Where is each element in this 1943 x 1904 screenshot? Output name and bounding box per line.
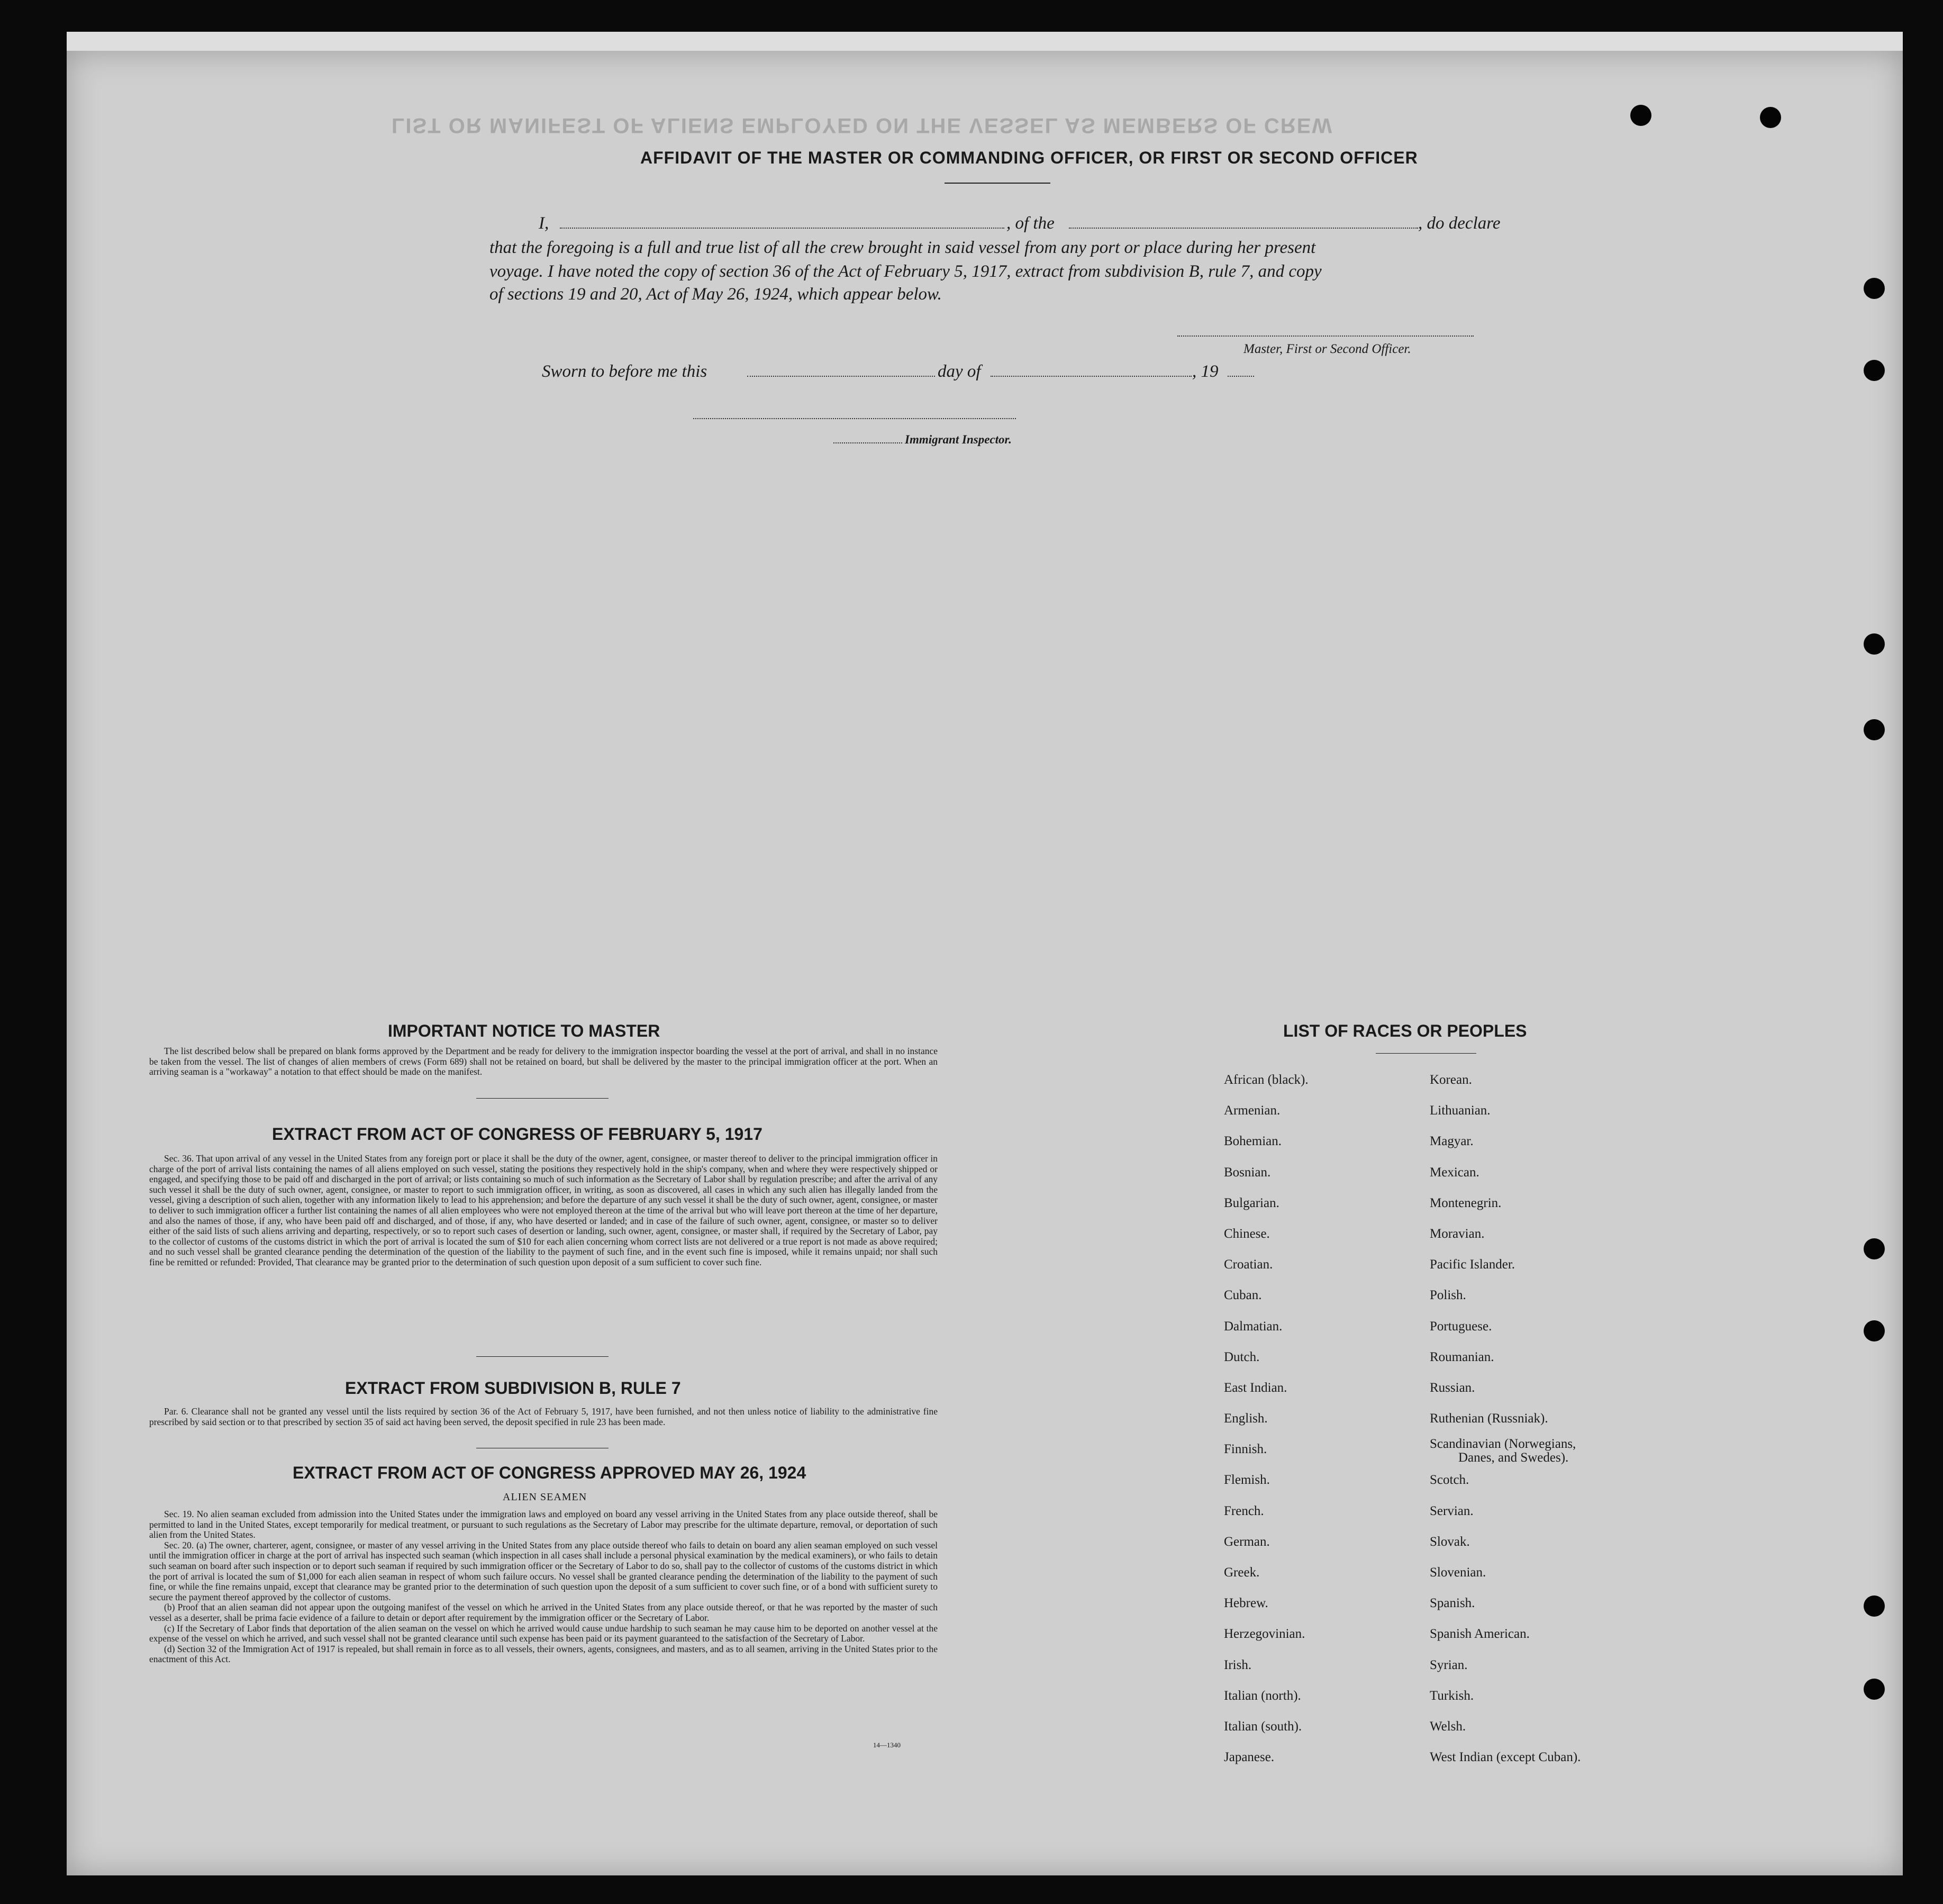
affidavit-line-3: voyage. I have noted the copy of section 36 of the Act of February 5, 1917, extract from subdivision B, rule 7, and copy (489, 262, 1322, 281)
race-item: Croatian. (1224, 1257, 1273, 1272)
race-item: Portuguese. (1430, 1319, 1492, 1334)
affidavit-declare-label: , do declare (1418, 214, 1501, 233)
paper-top-edge (67, 32, 1903, 53)
race-item: Pacific Islander. (1430, 1257, 1515, 1272)
race-item: Welsh. (1430, 1719, 1466, 1734)
sworn-label: Sworn to before me this (542, 362, 707, 381)
race-item: Turkish. (1430, 1688, 1474, 1703)
races-list-left (1224, 1065, 1309, 1773)
race-item: Korean. (1430, 1073, 1472, 1087)
master-signature-label: Master, First or Second Officer. (1243, 342, 1411, 356)
race-item: Roumanian. (1430, 1349, 1494, 1364)
sworn-day-blank (747, 376, 935, 377)
name-blank (560, 228, 1004, 229)
affidavit-i-label: I, (539, 214, 549, 233)
race-item: Slovak. (1430, 1534, 1470, 1549)
race-item: Polish. (1430, 1288, 1466, 1303)
alien-seamen-subheading: ALIEN SEAMEN (503, 1491, 587, 1503)
punch-hole (1864, 1238, 1885, 1259)
race-item: English. (1224, 1411, 1268, 1426)
race-item: African (black). (1224, 1073, 1309, 1087)
races-heading: LIST OF RACES OR PEOPLES (1283, 1021, 1527, 1040)
divider (476, 1356, 609, 1357)
inspector-label: Immigrant Inspector. (905, 433, 1012, 446)
punch-hole (1864, 1679, 1885, 1700)
race-item: Japanese. (1224, 1750, 1275, 1765)
race-item: Syrian. (1430, 1657, 1468, 1672)
race-item: Italian (south). (1224, 1719, 1302, 1734)
notice-heading: IMPORTANT NOTICE TO MASTER (388, 1021, 660, 1040)
affidavit-of-the-label: , of the (1006, 214, 1055, 233)
race-item: French. (1224, 1503, 1264, 1518)
race-item-multiline (1430, 1434, 1581, 1465)
race-item: Servian. (1430, 1503, 1474, 1518)
rule-7-text (149, 1407, 938, 1427)
notice-paragraph: The list described below shall be prepared on blank forms approved by the Department and be ready for delivery to the immigration inspector boarding the vessel at the port of arrival, and shall in no instance be taken from the vessel. The list of changes of alien members of crews (Form 689) shall not be retained on board, but shall be delivered by the master to the principal immigration officer at the port. When an arriving seaman is a "workaway" a notation to that effect should be made on the manifest. (149, 1046, 938, 1077)
section-20b-paragraph: (b) Proof that an alien seaman did not appear upon the outgoing manifest of the vessel on which he arrived in the United States from any place outside thereof, or that he was reported by the master of such vessel as a deserter, shall be prima facie evidence of a failure to detain or deport after requirement by the immigration officer or the Secretary of Labor. (149, 1602, 938, 1623)
race-item: Bulgarian. (1224, 1195, 1279, 1210)
sworn-month-blank (991, 376, 1192, 377)
race-item: Flemish. (1224, 1473, 1270, 1488)
race-item: Mexican. (1430, 1165, 1479, 1180)
vessel-blank (1069, 228, 1418, 229)
extract-1924-heading: EXTRACT FROM ACT OF CONGRESS APPROVED MAY 26, 1924 (293, 1463, 806, 1482)
race-item: Dutch. (1224, 1349, 1260, 1364)
race-item: Bosnian. (1224, 1165, 1271, 1180)
inspector-signature-line-2 (833, 442, 902, 443)
race-item: Ruthenian (Russniak). (1430, 1411, 1548, 1426)
punch-hole (1864, 360, 1885, 381)
race-item: German. (1224, 1534, 1270, 1549)
race-item: Irish. (1224, 1657, 1252, 1672)
punch-hole (1760, 107, 1781, 128)
affidavit-title: AFFIDAVIT OF THE MASTER OR COMMANDING OFFICER, OR FIRST OR SECOND OFFICER (640, 148, 1418, 167)
race-item: Lithuanian. (1430, 1103, 1491, 1118)
divider (476, 1098, 609, 1099)
race-item: Scotch. (1430, 1473, 1469, 1488)
extract-1917-heading: EXTRACT FROM ACT OF CONGRESS OF FEBRUARY 5, 1917 (272, 1125, 762, 1144)
section-36-paragraph: Sec. 36. That upon arrival of any vessel in the United States from any foreign port or place it shall be the duty of the owner, agent, consignee, or master thereof to deliver to the principal immigration officer in charge of the port of arrival lists containing the names of all aliens employed on such vessel, stating the positions they respectively hold in the ship's company, when and where they were respectively shipped or engaged, and specifying those to be paid off and discharged in the port of arrival; or lists containing so much of such information as the Secretary of Labor shall by regulation prescribe; and after the arrival of any such vessel it shall be the duty of such owner, agent, consignee, or master to report to such immigration officer, in writing, as soon as discovered, all cases in which any such alien has illegally landed from the vessel, giving a description of such alien, together with any information likely to lead to his apprehension; and before the departure of any such vessel it shall be the duty of such owner, agent, consignee, or master to deliver to such immigration officer a further list containing the names of all alien employees who were not employed thereon at the time of the arrival but who will leave port thereon at the time of her departure, and also the names of those, if any, who have been paid off and discharged, and of those, if any, who have deserted or landed; and in case of the failure of such owner, agent, consignee, or master so to deliver either of the said lists of such aliens arriving and departing, respectively, or so to report such cases of desertion or landing, such owner, agent, consignee, or master shall, if required by the Secretary of Labor, pay to the collector of customs of the customs district in which the port of arrival is located the sum of $10 for each alien concerning whom correct lists are not delivered or a true report is not made as above required; and no such vessel shall be granted clearance pending the determination of the question of the liability to the payment of such fine, and in the event such fine is imposed, while it remains unpaid; nor shall such fine be remitted or refunded: Provided, That clearance may be granted prior to the determination of such question upon deposit of a sum sufficient to cover such fine. (149, 1153, 938, 1267)
rule-7-heading: EXTRACT FROM SUBDIVISION B, RULE 7 (345, 1379, 681, 1398)
race-item: Bohemian. (1224, 1134, 1282, 1149)
punch-hole (1630, 105, 1651, 126)
master-signature-line (1177, 336, 1474, 337)
race-item: Armenian. (1224, 1103, 1281, 1118)
sworn-year-blank (1228, 376, 1254, 377)
race-item-line: Danes, and Swedes). (1458, 1450, 1569, 1465)
notice-text (149, 1046, 938, 1077)
section-19-paragraph: Sec. 19. No alien seaman excluded from admission into the United States under the immigration laws and employed on board any vessel arriving in the United States from any place outside thereof, shall be permitted to land in the United States, except temporarily for medical treatment, or pursuant to such regulations as the Secretary of Labor may prescribe for the ultimate departure, removal, or deportation of such alien from the United States. (149, 1509, 938, 1540)
race-item: East Indian. (1224, 1380, 1287, 1395)
race-item: West Indian (except Cuban). (1430, 1750, 1581, 1765)
race-item: Finnish. (1224, 1442, 1267, 1457)
rule-7-paragraph: Par. 6. Clearance shall not be granted any vessel until the lists required by section 36 of the Act of February 5, 1917, have been furnished, and not then unless notice of liability to the administrative fine prescribed by said section or to that prescribed by section 35 of said act having been served, the deposit specified in rule 23 has been made. (149, 1406, 938, 1427)
race-item: Herzegovinian. (1224, 1627, 1305, 1642)
section-20c-paragraph: (c) If the Secretary of Labor finds that deportation of the alien seaman on the vessel on which he arrived would cause undue hardship to such seaman he may cause him to be deported on another vessel at the expense of the vessel on which he arrived, and such vessel shall not be granted clearance until such expense has been paid or its payment guaranteed to the satisfaction of the Secretary of Labor. (149, 1622, 938, 1644)
race-item: Italian (north). (1224, 1688, 1301, 1703)
title-rule (945, 183, 1050, 184)
section-20d-paragraph: (d) Section 32 of the Immigration Act of 1917 is repealed, but shall remain in force as to all vessels, their owners, agents, consignees, and masters, and as to all seamen, arriving in the United States prior to the enactment of this Act. (149, 1643, 938, 1665)
section-20a-paragraph: Sec. 20. (a) The owner, charterer, agent, consignee, or master of any vessel arriving in the United States from any place outside thereof who fails to detain on board any alien seaman employed on such vessel until the immigration officer in charge at the port of arrival has inspected such seaman (which inspection in all cases shall include a personal physical examination by the medical examiners), or who fails to detain such seaman on board after such inspection or to deport such seaman if required by such immigration officer or the Secretary of Labor to do so, shall pay to the collector of customs of the customs district in which the port of arrival is located the sum of $1,000 for each alien seaman in respect of whom such failure occurs. No vessel shall be granted clearance pending the determination of the liability to the payment of such fine, or while the fine remains unpaid, except that clearance may be granted prior to the determination of such question upon the deposit of a sum sufficient to cover such fine, or of a bond with sufficient surety to secure the payment thereof approved by the collector of customs. (149, 1539, 938, 1602)
race-item: Montenegrin. (1430, 1195, 1502, 1210)
punch-hole (1864, 278, 1885, 299)
race-item: Moravian. (1430, 1226, 1485, 1241)
punch-hole (1864, 1595, 1885, 1617)
race-item: Russian. (1430, 1380, 1475, 1395)
race-item: Chinese. (1224, 1226, 1270, 1241)
race-item: Magyar. (1430, 1134, 1474, 1149)
races-list-right (1430, 1065, 1581, 1773)
race-item: Slovenian. (1430, 1565, 1486, 1580)
affidavit-line-4: of sections 19 and 20, Act of May 26, 1924, which appear below. (489, 285, 942, 304)
race-item: Hebrew. (1224, 1596, 1268, 1611)
punch-hole (1864, 719, 1885, 740)
affidavit-line-2: that the foregoing is a full and true list of all the crew brought in said vessel from any port or place during her present (489, 238, 1316, 257)
race-item: Greek. (1224, 1565, 1260, 1580)
extract-1924-text (149, 1509, 938, 1665)
form-number: 14—1340 (873, 1741, 901, 1749)
inspector-signature-line (693, 418, 1016, 419)
punch-hole (1864, 1320, 1885, 1341)
day-of-label: day of (938, 362, 981, 381)
race-item: Spanish. (1430, 1596, 1475, 1611)
punch-hole (1864, 633, 1885, 655)
show-through-title: LIST OR MANIFEST OF ALIENS EMPLOYED ON THE VESSEL AS MEMBERS OF CREW (392, 114, 1333, 137)
race-item: Spanish American. (1430, 1627, 1530, 1642)
race-item-line: Scandinavian (Norwegians, (1430, 1437, 1576, 1452)
year-label: , 19 (1192, 362, 1219, 381)
races-heading-rule (1376, 1053, 1476, 1054)
extract-1917-text (149, 1154, 938, 1268)
race-item: Cuban. (1224, 1288, 1262, 1303)
race-item: Dalmatian. (1224, 1319, 1283, 1334)
